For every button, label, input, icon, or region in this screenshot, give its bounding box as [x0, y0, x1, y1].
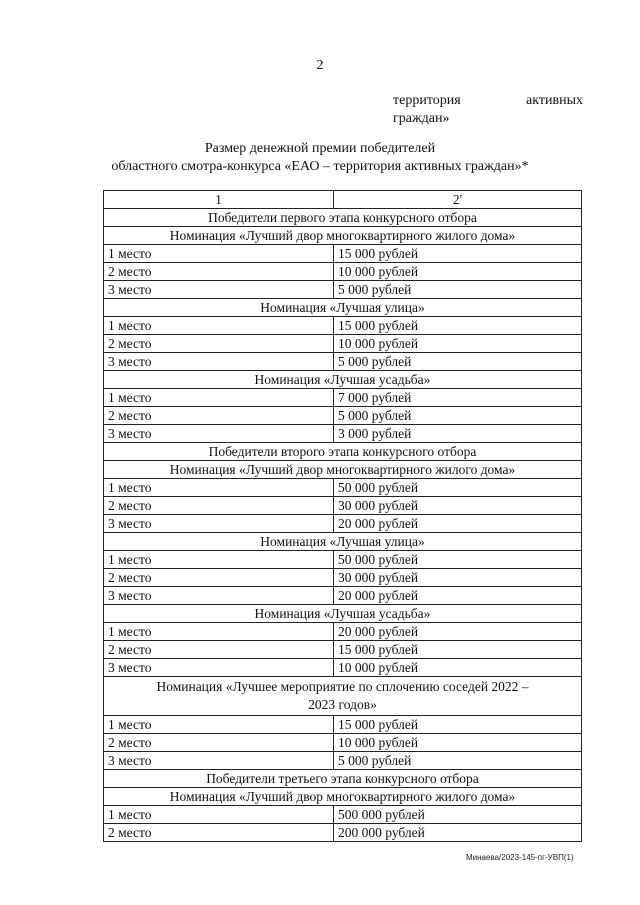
- footer-document-code: Минаева/2023-145-пг-УВП(1): [466, 853, 574, 862]
- table-row: [104, 587, 582, 605]
- header-word-2: активных: [526, 93, 583, 108]
- section-heading: Номинация «Лучший двор многоквартирного жилого дома»: [104, 227, 582, 245]
- table-row: [104, 317, 582, 335]
- prize-table: [103, 190, 582, 842]
- section-heading: Номинация «Лучшая усадьба»: [104, 605, 582, 623]
- section-heading: Номинация «Лучшая усадьба»: [104, 371, 582, 389]
- header-continuation: [393, 92, 583, 128]
- amount-cell: 200 000 рублей: [334, 824, 582, 842]
- header-line-2: граждан»: [393, 111, 450, 126]
- section-heading: Номинация «Лучший двор многоквартирного жилого дома»: [104, 788, 582, 806]
- title-line-2: областного смотра-конкурса «ЕАО – территория активных граждан»*: [111, 159, 529, 174]
- place-cell: 2 место: [104, 641, 334, 659]
- place-cell: 2 место: [104, 824, 334, 842]
- column-header-2: 2': [334, 191, 582, 209]
- table-row: [104, 569, 582, 587]
- section-row: [104, 227, 582, 245]
- place-cell: 2 место: [104, 734, 334, 752]
- place-cell: 2 место: [104, 263, 334, 281]
- amount-cell: 10 000 рублей: [334, 335, 582, 353]
- table-row: [104, 551, 582, 569]
- table-row: [104, 497, 582, 515]
- place-cell: 3 место: [104, 752, 334, 770]
- section-heading: Победители первого этапа конкурсного отбора: [104, 209, 582, 227]
- amount-cell: 30 000 рублей: [334, 569, 582, 587]
- amount-cell: 15 000 рублей: [334, 245, 582, 263]
- amount-cell: 10 000 рублей: [334, 263, 582, 281]
- place-cell: 3 место: [104, 425, 334, 443]
- amount-cell: 50 000 рублей: [334, 479, 582, 497]
- table-row: [104, 389, 582, 407]
- section-row: [104, 770, 582, 788]
- place-cell: 2 место: [104, 335, 334, 353]
- table-row: [104, 806, 582, 824]
- table-row: [104, 245, 582, 263]
- section-row: [104, 788, 582, 806]
- amount-cell: 20 000 рублей: [334, 623, 582, 641]
- amount-cell: 15 000 рублей: [334, 641, 582, 659]
- section-heading: [104, 677, 582, 716]
- place-cell: 1 место: [104, 716, 334, 734]
- section-row: [104, 209, 582, 227]
- amount-cell: 15 000 рублей: [334, 317, 582, 335]
- table-row: [104, 353, 582, 371]
- amount-cell: 5 000 рублей: [334, 407, 582, 425]
- table-row: [104, 425, 582, 443]
- amount-cell: 5 000 рублей: [334, 281, 582, 299]
- section-row: [104, 605, 582, 623]
- amount-cell: 30 000 рублей: [334, 497, 582, 515]
- amount-cell: 15 000 рублей: [334, 716, 582, 734]
- title-line-1: Размер денежной премии победителей: [204, 141, 436, 156]
- table-row: [104, 716, 582, 734]
- table-row: [104, 335, 582, 353]
- place-cell: 1 место: [104, 245, 334, 263]
- amount-cell: 3 000 рублей: [334, 425, 582, 443]
- section-heading: Номинация «Лучшая улица»: [104, 533, 582, 551]
- amount-cell: 10 000 рублей: [334, 734, 582, 752]
- amount-cell: 50 000 рублей: [334, 551, 582, 569]
- header-line-1: [393, 92, 583, 110]
- section-row: [104, 299, 582, 317]
- section-heading: Номинация «Лучший двор многоквартирного жилого дома»: [104, 461, 582, 479]
- table-row: [104, 479, 582, 497]
- place-cell: 2 место: [104, 407, 334, 425]
- place-cell: 1 место: [104, 551, 334, 569]
- table-row: [104, 281, 582, 299]
- table-row: [104, 734, 582, 752]
- table-row: [104, 752, 582, 770]
- document-title: [0, 140, 640, 176]
- place-cell: 2 место: [104, 569, 334, 587]
- place-cell: 3 место: [104, 587, 334, 605]
- header-word-1: территория: [393, 93, 461, 108]
- place-cell: 1 место: [104, 389, 334, 407]
- section-heading-line-2: 2023 годов»: [308, 697, 377, 712]
- place-cell: 3 место: [104, 515, 334, 533]
- column-header-1: 1: [104, 191, 334, 209]
- section-row: [104, 443, 582, 461]
- table-row: [104, 407, 582, 425]
- page-number: 2: [316, 58, 324, 73]
- section-heading: Победители третьего этапа конкурсного отбора: [104, 770, 582, 788]
- section-row: [104, 461, 582, 479]
- section-row: [104, 371, 582, 389]
- table-row: [104, 659, 582, 677]
- table-row: [104, 641, 582, 659]
- amount-cell: 500 000 рублей: [334, 806, 582, 824]
- table-row: [104, 623, 582, 641]
- place-cell: 1 место: [104, 806, 334, 824]
- table-row: [104, 263, 582, 281]
- amount-cell: 5 000 рублей: [334, 752, 582, 770]
- table-row: [104, 824, 582, 842]
- place-cell: 3 место: [104, 353, 334, 371]
- amount-cell: 10 000 рублей: [334, 659, 582, 677]
- place-cell: 1 место: [104, 479, 334, 497]
- place-cell: 3 место: [104, 281, 334, 299]
- amount-cell: 20 000 рублей: [334, 587, 582, 605]
- amount-cell: 7 000 рублей: [334, 389, 582, 407]
- section-row: [104, 533, 582, 551]
- place-cell: 3 место: [104, 659, 334, 677]
- table-header-row: [104, 191, 582, 209]
- table-row: [104, 515, 582, 533]
- section-row: [104, 677, 582, 716]
- place-cell: 1 место: [104, 317, 334, 335]
- section-heading: Победители второго этапа конкурсного отбора: [104, 443, 582, 461]
- amount-cell: 5 000 рублей: [334, 353, 582, 371]
- amount-cell: 20 000 рублей: [334, 515, 582, 533]
- place-cell: 2 место: [104, 497, 334, 515]
- section-heading-line-1: Номинация «Лучшее мероприятие по сплочению соседей 2022 –: [156, 679, 529, 694]
- section-heading: Номинация «Лучшая улица»: [104, 299, 582, 317]
- place-cell: 1 место: [104, 623, 334, 641]
